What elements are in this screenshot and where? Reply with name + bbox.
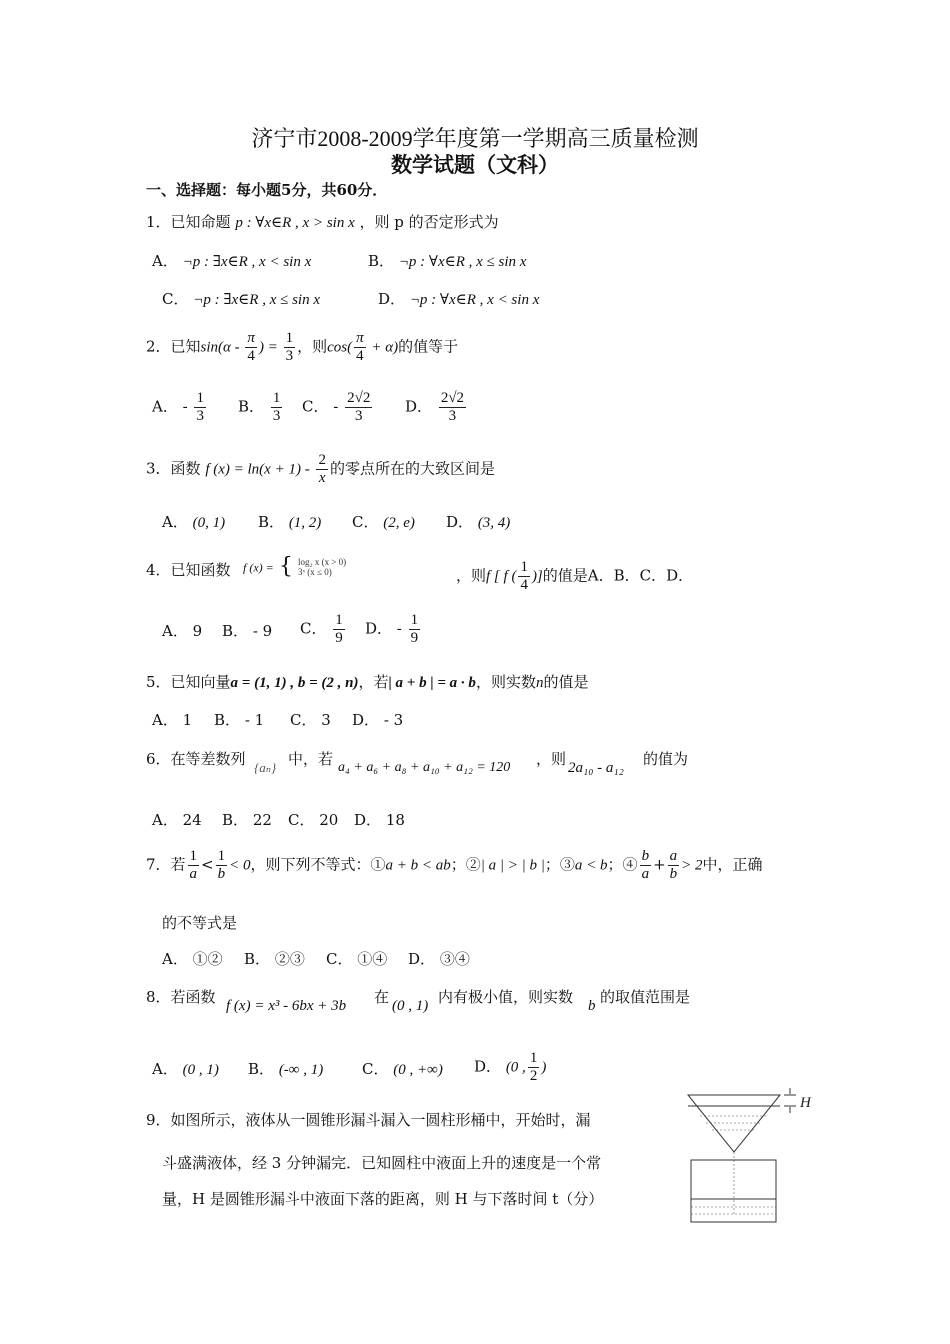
q2-choice-c: C． - $\frac{2√2}{3}$ [302,390,371,424]
question-5: 5．已知向量a = (1, 1) , b = (2 , n)，若| a + b | = a · b，则实数n的值是 [146,673,589,691]
q3-choice-a: A． (0, 1) [162,513,226,531]
q5-choice-a: A． 1 [152,711,193,729]
question-7: 7．若 $\frac{1}{a}$ < $\frac{1}{b}$ < 0，则下列不等式：①a + b < ab；②| a | > | b |；③a < b；④ $\frac{b}{a}$ + $\frac{a}{b}$ > 2中，正确 [146,848,763,882]
q9-line2: 斗盛满液体，经 3 分钟漏完．已知圆柱中液面上升的速度是一个常 [162,1154,602,1172]
q5-choice-b: B． - 1 [214,711,265,729]
q7-choice-b: B． ②③ [244,950,305,968]
q4-choice-a: A． 9 [162,622,203,640]
q5-choice-c: C． 3 [290,711,331,729]
question-3: 3．函数 f (x) = ln(x + 1) - $\frac{2}{x}$ 的零点所在的大致区间是 [146,452,495,486]
question-4: 4．已知函数 [146,561,231,579]
q7-choice-c: C． ①④ [326,950,388,968]
q4-choice-c: C． $\frac{1}{9}$ [300,612,343,646]
page-subtitle: 数学试题（文科） [391,153,559,177]
q4-tail: ，则f [ f ( $\frac{1}{4}$ )]的值是A．B．C．D． [456,559,694,593]
q9-line3: 量，H 是圆锥形漏斗中液面下落的距离，则 H 与下落时间 t（分） [162,1190,604,1208]
q8-end: 的取值范围是 [600,988,691,1006]
q6-choice-c: C． 20 [288,811,339,829]
q6-condition: a₄ + a₆ + a₈ + a₁₀ + a₁₂ = 120 [338,760,511,775]
q2-choice-a: A． - $\frac{1}{3}$ [152,390,204,424]
q8-var: b [588,998,596,1014]
q6-choice-b: B． 22 [222,811,272,829]
page-title: 济宁市2008-2009学年度第一学期高三质量检测 [251,126,699,151]
question-6: 6．在等差数列 [146,750,246,768]
question-2: 2．已知sin(α - $\frac{\pi}{4}$ ) = $\frac{1}{3}$ ，则cos( $\frac{\pi}{4}$ + α)的值等于 [146,330,459,364]
q5-choice-d: D． - 3 [352,711,404,729]
q6-then: ，则 [536,750,567,768]
q8-choice-c: C． (0 , +∞) [362,1060,443,1078]
q6-choice-a: A． 24 [152,811,202,829]
q8-mid: 在 [374,988,390,1006]
q7-line2: 的不等式是 [162,914,238,932]
q9-line1: 9．如图所示，液体从一圆锥形漏斗漏入一圆柱形桶中，开始时，漏 [146,1111,591,1129]
q1-choice-a: A． ¬p : ∃x∈R , x < sin x [152,252,312,270]
q1-tail: ，则 p 的否定形式为 [359,213,499,231]
q2-choice-d: D． $\frac{2√2}{3}$ [405,390,465,424]
q8-interval: (0 , 1) [392,998,429,1014]
q8-choice-a: A． (0 , 1) [152,1060,219,1078]
q4-piecewise: f (x) = { log₂ x (x > 0) 3ˣ (x ≤ 0) [243,554,347,579]
q1-choice-b: B． ¬p : ∀x∈R , x ≤ sin x [368,252,527,270]
q8-function: f (x) = x³ - 6bx + 3b [226,998,347,1014]
q6-sequence: {aₙ} [254,760,277,775]
q1-choice-c: C． ¬p : ∃x∈R , x ≤ sin x [162,290,320,308]
figure-h-label: H [800,1095,811,1111]
q3-choice-d: D． (3, 4) [446,513,511,531]
q8-choice-d: D． (0 , $\frac{1}{2}$ ) [474,1050,547,1084]
q1-stem: 1．已知命题 [146,213,231,231]
q2-choice-b: B． $\frac{1}{3}$ [238,390,281,424]
q1-choice-d: D． ¬p : ∀x∈R , x < sin x [378,290,540,308]
q3-choice-b: B． (1, 2) [258,513,322,531]
funnel-cylinder-figure [680,1082,820,1227]
q6-mid: 中，若 [288,750,334,768]
question-8: 8．若函数 [146,988,216,1006]
q6-expression: 2a₁₀ - a₁₂ [568,760,624,776]
q8-choice-b: B． (-∞ , 1) [248,1060,324,1078]
q4-choice-b: B． - 9 [222,622,273,640]
q8-tail: 内有极小值，则实数 [438,988,574,1006]
q1-math: p : ∀x∈R , x > sin x [235,215,355,231]
q4-choice-d: D． - $\frac{1}{9}$ [365,612,419,646]
section-heading: 一、选择题：每小题5分，共60分． [146,181,388,199]
q7-choice-d: D． ③④ [408,950,470,968]
question-1 [146,211,499,232]
q6-choice-d: D． 18 [354,811,405,829]
q7-choice-a: A． ①② [162,950,223,968]
q6-tail: 的值为 [643,750,689,768]
q3-choice-c: C． (2, e) [352,513,415,531]
